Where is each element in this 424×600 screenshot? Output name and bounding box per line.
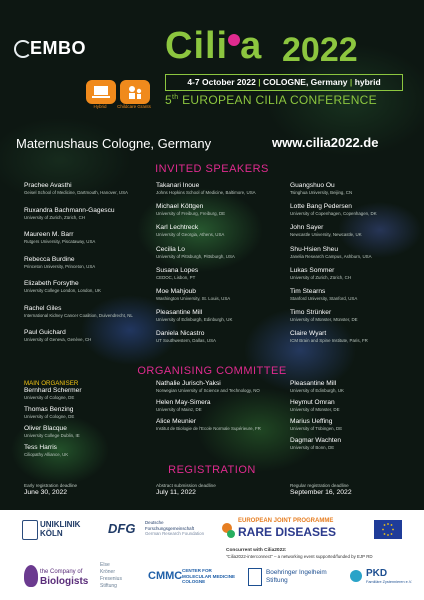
venue-location: Maternushaus Cologne, Germany <box>16 136 212 151</box>
cilia-title <box>165 26 262 66</box>
person-affiliation: Janelia Research Campus, Ashburn, USA <box>290 253 372 259</box>
person-name: Pleasantine Mill <box>290 380 337 387</box>
person-name: Bernhard Schermer <box>24 387 82 394</box>
deadline-item <box>290 483 352 497</box>
person-affiliation: University of Zurich, Zürich, CH <box>24 214 85 220</box>
person-name: John Sayer <box>290 224 324 232</box>
person-entry <box>24 182 144 195</box>
person-affiliation: ICM Brain and Spine Institute, Paris, FR <box>290 338 368 344</box>
person-entry <box>24 207 144 220</box>
pkd-caption: Familiäre Zystennieren e.V. <box>366 580 413 584</box>
person-entry <box>24 425 144 438</box>
person-name: Lukas Sommer <box>290 266 335 274</box>
hybrid-badge-icon <box>86 80 116 104</box>
person-name: Oliver Blacque <box>24 425 67 432</box>
person-name: Heymut Omran <box>290 399 335 406</box>
person-affiliation: Washington University, St. Louis, USA <box>156 296 231 301</box>
company-of-biologists-logo <box>40 568 88 586</box>
person-entry <box>290 330 414 343</box>
concurrent-title: Concurrent with Cilia2022: <box>226 548 287 553</box>
person-affiliation: Newcastle University, Newcastle, UK <box>290 232 362 238</box>
coc-line-1: the Company of <box>40 569 83 575</box>
coc-line-2: Biologists <box>40 576 89 587</box>
person-affiliation: University of Copenhagen, Copenhagen, DK <box>290 211 377 217</box>
person-entry <box>156 182 274 195</box>
person-affiliation: UT Southwestern, Dallas, USA <box>156 338 216 344</box>
person-entry <box>156 224 274 237</box>
person-name: Paul Guichard <box>24 329 66 336</box>
deadline-date: June 30, 2022 <box>24 489 68 496</box>
boehringer-logo-icon <box>248 568 262 586</box>
person-entry <box>290 418 414 431</box>
person-affiliation: Johns Hopkins School of Medicine, Baltimore, USA <box>156 190 256 195</box>
deadline-label: Early registration deadline <box>24 483 78 488</box>
person-affiliation: Princeton University, Princeton, USA <box>24 263 96 269</box>
childcare-badge-icon <box>120 80 150 104</box>
person-affiliation: University of Geneva, Genève, CH <box>24 337 92 342</box>
person-entry <box>24 406 144 419</box>
person-affiliation: University of Bonn, DE <box>290 445 335 450</box>
person-entry <box>24 280 144 293</box>
person-affiliation: Stanford University, Stanford, USA <box>290 296 358 301</box>
concurrent-text: "Cilia2022-interconnect" – a networking event supported/funded by EJP RD <box>226 554 373 559</box>
person-affiliation: University of Cologne, DE <box>24 395 75 400</box>
person-affiliation: University of Georgia, Athens, USA <box>156 232 225 238</box>
person-entry <box>156 288 274 301</box>
person-name: Thomas Benzing <box>24 406 74 413</box>
person-name: Maureen M. Barr <box>24 231 74 238</box>
person-affiliation: University of Pittsburgh, Pittsburgh, USA <box>156 253 235 259</box>
person-name: Michael Köttgen <box>156 203 204 211</box>
person-entry <box>290 380 414 393</box>
deadline-item <box>156 483 216 497</box>
person-affiliation: University of Tübingen, DE <box>290 426 343 431</box>
registration-heading: REGISTRATION <box>168 464 256 476</box>
person-entry <box>24 256 144 269</box>
person-affiliation: University of Münster, Münster, DE <box>290 317 358 323</box>
person-entry <box>290 399 414 412</box>
person-affiliation: Tsinghua University, Beijing, CN <box>290 190 353 195</box>
cmmc-line-1: CENTER FOR <box>182 568 212 573</box>
person-name: Alice Meunier <box>156 418 196 425</box>
person-affiliation: University of Edinburgh, UK <box>290 388 344 393</box>
ekfs-line-1: Else <box>100 562 110 568</box>
conference-city: COLOGNE, Germany <box>262 77 348 87</box>
person-name: Dagmar Wachten <box>290 437 342 444</box>
person-name: Tess Harris <box>24 444 57 451</box>
person-entry <box>24 231 144 244</box>
person-affiliation: University College London, London, UK <box>24 288 101 293</box>
uniklinik-seal-icon <box>22 520 38 540</box>
edition-suffix: th <box>171 94 179 101</box>
person-entry <box>24 444 144 457</box>
person-entry <box>156 203 274 216</box>
hybrid-badge-label: Hybrid <box>93 104 107 109</box>
person-name: Moe Mahjoub <box>156 288 196 295</box>
pkd-logo-text: PKD <box>366 568 388 579</box>
person-affiliation: International Kidney Cancer Coalition, Duivendrecht, NL <box>24 312 133 318</box>
conference-format: hybrid <box>354 77 381 87</box>
date-location-bar <box>165 74 403 91</box>
person-affiliation: Ciliopathy Alliance, UK <box>24 452 69 457</box>
person-name: Shu-Hsien Sheu <box>290 245 339 253</box>
eu-flag-icon <box>374 520 402 539</box>
dfg-line-3: German Research Foundation <box>145 531 205 536</box>
person-affiliation: University of Mainz, DE <box>156 407 202 412</box>
person-entry <box>156 399 274 412</box>
main-organiser-label: MAIN ORGANISER <box>24 380 79 387</box>
conference-name <box>165 93 377 107</box>
person-entry <box>156 309 274 322</box>
embo-logo-text: EMBO <box>30 38 86 58</box>
person-entry <box>290 267 414 280</box>
separator: | <box>258 77 261 87</box>
person-entry <box>156 380 274 393</box>
person-affiliation: Geisel School of Medicine, Dartmouth, Hanover, USA <box>24 190 128 195</box>
uniklinik-line-2: KÖLN <box>40 529 63 538</box>
ejp-line-1: EUROPEAN JOINT PROGRAMME <box>238 518 334 524</box>
uniklinik-logo <box>40 520 80 538</box>
deadline-label: Regular registration deadline <box>290 483 349 488</box>
boehringer-logo <box>266 569 327 585</box>
cilia-dot-icon <box>228 34 240 46</box>
person-affiliation: University of Edinburgh, Edinburgh, UK <box>156 317 233 323</box>
edition-number: 5 <box>165 93 172 107</box>
person-name: Prachee Avasthi <box>24 182 72 189</box>
deadline-label: Abstract submission deadline <box>156 483 216 488</box>
cilia-title-suffix: a <box>240 25 263 67</box>
conference-full-name: EUROPEAN CILIA CONFERENCE <box>182 93 377 107</box>
person-name: Elizabeth Forsythe <box>24 280 79 287</box>
person-name: Lotte Bang Pedersen <box>290 203 352 211</box>
person-name: Rachel Giles <box>24 304 62 312</box>
person-name: Pleasantine Mill <box>156 309 203 317</box>
conference-year: 2022 <box>282 31 358 69</box>
boehringer-line-2: Stiftung <box>266 577 288 584</box>
person-name: Takanari Inoue <box>156 182 200 189</box>
person-entry <box>290 203 414 216</box>
ekfs-logo <box>100 562 122 590</box>
person-name: Susana Lopes <box>156 266 199 274</box>
company-of-biologists-icon <box>24 565 38 587</box>
person-name: Marius Ueffing <box>290 418 333 425</box>
conference-dates: 4-7 October 2022 <box>187 77 256 87</box>
cmmc-caption <box>182 568 235 585</box>
dfg-logo-caption <box>145 520 204 537</box>
organising-committee-heading: ORGANISING COMMITTEE <box>137 365 287 377</box>
person-name: Daniela Nicastro <box>156 330 205 338</box>
person-entry <box>156 246 274 259</box>
ejp-flower-icon-2 <box>227 530 235 538</box>
dfg-line-2: Forschungsgemeinschaft <box>145 525 195 531</box>
ekfs-line-2: Kröner <box>100 569 116 575</box>
person-affiliation: Rutgers University, Piscataway, USA <box>24 239 96 244</box>
ekfs-line-4: Stiftung <box>100 583 117 589</box>
person-name: Karl Lechtreck <box>156 224 199 232</box>
person-affiliation: University College Dublin, IE <box>24 433 80 438</box>
person-affiliation: Norwegian University of Science and Technology, NO <box>156 388 260 393</box>
cilia-title-text: Cili <box>165 25 229 67</box>
person-affiliation: University of Freiburg, Freiburg, DE <box>156 211 226 217</box>
person-entry <box>156 330 274 343</box>
person-name: Tim Stearns <box>290 288 326 295</box>
website-link[interactable]: www.cilia2022.de <box>272 135 379 150</box>
dfg-line-1: Deutsche <box>145 520 164 525</box>
ejp-line-2: RARE DISEASES <box>238 525 337 539</box>
cmmc-line-2: MOLECULAR MEDICINE <box>182 573 236 579</box>
childcare-badge-label: Childcare Grants <box>117 104 151 109</box>
person-entry <box>24 305 144 318</box>
sponsors-band <box>0 510 424 600</box>
person-affiliation: University of Münster, DE <box>290 407 340 412</box>
person-name: Timo Strünker <box>290 309 332 317</box>
deadline-date: September 16, 2022 <box>290 489 352 496</box>
ekfs-line-3: Fresenius <box>100 576 122 582</box>
person-entry <box>290 182 414 195</box>
person-affiliation: CEDOC, Lisbon, PT <box>156 274 196 280</box>
deadline-date: July 11, 2022 <box>156 489 196 496</box>
person-name: Guangshuo Ou <box>290 182 335 189</box>
person-entry <box>24 387 144 400</box>
person-name: Ruxandra Bachmann-Gagescu <box>24 206 115 214</box>
person-entry <box>290 246 414 259</box>
person-name: Helen May-Simera <box>156 399 211 406</box>
cmmc-logo-text: CMMC <box>148 570 183 582</box>
cmmc-line-3: COLOGNE <box>182 579 206 585</box>
person-entry <box>290 437 414 450</box>
person-entry <box>156 267 274 280</box>
dfg-logo-text: DFG <box>108 521 136 536</box>
uniklinik-line-1: UNIKLINIK <box>40 520 81 529</box>
person-name: Rebecca Burdine <box>24 255 75 263</box>
person-affiliation: Institut de Biologie de l'Ecole Normale Supérieure, FR <box>156 426 261 431</box>
person-affiliation: University of Zurich, Zürich, CH <box>290 274 351 280</box>
person-entry <box>24 329 144 342</box>
person-affiliation: University of Cologne, DE <box>24 414 75 419</box>
person-entry <box>290 224 414 237</box>
invited-speakers-heading: INVITED SPEAKERS <box>155 163 269 175</box>
person-name: Cecilia Lo <box>156 245 185 253</box>
person-entry <box>156 418 274 431</box>
separator: | <box>349 77 353 87</box>
person-entry <box>290 288 414 301</box>
deadline-item <box>24 483 77 497</box>
pkd-logo-icon <box>350 570 362 582</box>
person-entry <box>290 309 414 322</box>
person-name: Claire Wyart <box>290 330 327 338</box>
person-name: Nathalie Jurisch-Yaksi <box>156 380 221 387</box>
boehringer-line-1: Boehringer Ingelheim <box>266 569 327 576</box>
embo-logo <box>14 40 86 60</box>
